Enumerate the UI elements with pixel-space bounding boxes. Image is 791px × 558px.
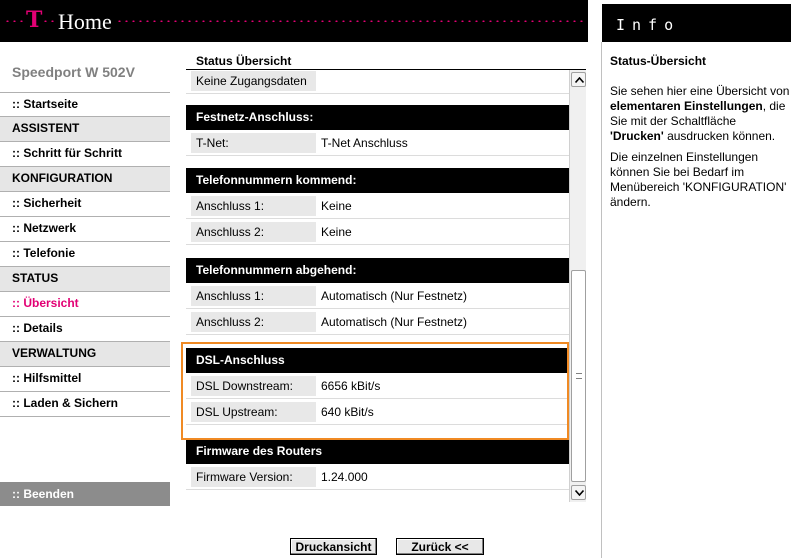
sidebar xyxy=(0,42,170,558)
scroll-up-button[interactable] xyxy=(571,72,586,87)
scroll-down-button[interactable] xyxy=(571,485,586,500)
info-header xyxy=(602,4,791,42)
logout-button[interactable]: :: Beenden xyxy=(0,482,170,506)
sidebar-item-schritt-fuer-schritt[interactable]: :: Schritt für Schritt xyxy=(0,142,170,167)
sidebar-item-details[interactable]: :: Details xyxy=(0,317,170,342)
grip-icon xyxy=(576,373,582,379)
chevron-up-icon xyxy=(575,77,584,83)
info-text-span: , die Sie mit der Schaltfläche xyxy=(610,99,786,128)
page-title: Status Übersicht xyxy=(196,54,292,68)
row-label: DSL Downstream: xyxy=(191,376,316,396)
table-row xyxy=(186,464,569,490)
table-row xyxy=(186,193,569,219)
section-dsl-heading: DSL-Anschluss xyxy=(186,348,569,373)
sidebar-item-netzwerk[interactable]: :: Netzwerk xyxy=(0,217,170,242)
row-value: Keine xyxy=(321,199,352,213)
section-festnetz-heading: Festnetz-Anschluss: xyxy=(186,105,569,130)
section-kommend-heading: Telefonnummern kommend: xyxy=(186,168,569,193)
row-label: Anschluss 1: xyxy=(191,286,316,306)
header-dots xyxy=(42,20,56,22)
row-value: Automatisch (Nur Festnetz) xyxy=(321,289,468,303)
vertical-scrollbar[interactable] xyxy=(569,70,586,502)
product-name: Speedport W 502V xyxy=(12,64,135,80)
row-value: T-Net Anschluss xyxy=(321,136,408,150)
sidebar-item-telefonie[interactable]: :: Telefonie xyxy=(0,242,170,267)
row-value: Automatisch (Nur Festnetz) xyxy=(321,315,468,329)
sidebar-item-startseite[interactable]: :: Startseite xyxy=(0,92,170,117)
info-title: Info xyxy=(616,16,681,34)
info-text-span: ausdrucken können. xyxy=(663,129,776,143)
header-dots xyxy=(116,20,586,22)
info-text-bold: elementaren Einstellungen xyxy=(610,99,763,113)
print-view-button[interactable]: Druckansicht xyxy=(290,538,377,555)
sidebar-item-hilfsmittel[interactable]: :: Hilfsmittel xyxy=(0,367,170,392)
table-row xyxy=(186,70,569,94)
sidebar-section-konfiguration: KONFIGURATION xyxy=(0,167,170,192)
row-label: DSL Upstream: xyxy=(191,402,316,422)
info-divider xyxy=(601,42,602,558)
row-value: 1.24.000 xyxy=(321,470,368,484)
sidebar-item-laden-sichern[interactable]: :: Laden & Sichern xyxy=(0,392,170,417)
table-row xyxy=(186,309,569,335)
dsl-highlight-frame xyxy=(181,342,569,440)
row-label: Anschluss 2: xyxy=(191,312,316,332)
home-logo-text: Home xyxy=(58,9,112,34)
row-label: Anschluss 2: xyxy=(191,222,316,242)
sidebar-nav xyxy=(0,92,170,417)
info-text xyxy=(610,84,790,216)
back-button[interactable]: Zurück << xyxy=(396,538,484,555)
info-subtitle: Status-Übersicht xyxy=(610,54,707,68)
row-label: Keine Zugangsdaten xyxy=(191,71,316,91)
chevron-down-icon xyxy=(575,490,584,496)
sidebar-item-uebersicht[interactable]: :: Übersicht xyxy=(0,292,170,317)
row-value: Keine xyxy=(321,225,352,239)
row-label: Anschluss 1: xyxy=(191,196,316,216)
sidebar-section-verwaltung: VERWALTUNG xyxy=(0,342,170,367)
table-row xyxy=(186,130,569,156)
row-value: 6656 kBit/s xyxy=(321,379,381,393)
scroll-thumb[interactable] xyxy=(571,270,586,482)
sidebar-section-status: STATUS xyxy=(0,267,170,292)
header-dots xyxy=(4,20,24,22)
row-label: Firmware Version: xyxy=(191,467,316,487)
sidebar-item-sicherheit[interactable]: :: Sicherheit xyxy=(0,192,170,217)
sidebar-section-assistent: ASSISTENT xyxy=(0,117,170,142)
row-label: T-Net: xyxy=(191,133,316,153)
info-paragraph: Die einzelnen Einstellungen können Sie bei Bedarf im Menübereich 'KONFIGURATION' ändern. xyxy=(610,150,787,209)
info-text-bold: 'Drucken' xyxy=(610,129,664,143)
top-header xyxy=(0,0,588,42)
info-paragraph xyxy=(610,84,790,144)
section-firmware-heading: Firmware des Routers xyxy=(186,439,569,464)
row-value: 640 kBit/s xyxy=(321,405,374,419)
table-row xyxy=(186,283,569,309)
section-abgehend-heading: Telefonnummern abgehend: xyxy=(186,258,569,283)
table-row xyxy=(186,219,569,245)
info-text-span: Sie sehen hier eine Übersicht von xyxy=(610,84,790,98)
telekom-logo-t: T xyxy=(26,7,43,33)
